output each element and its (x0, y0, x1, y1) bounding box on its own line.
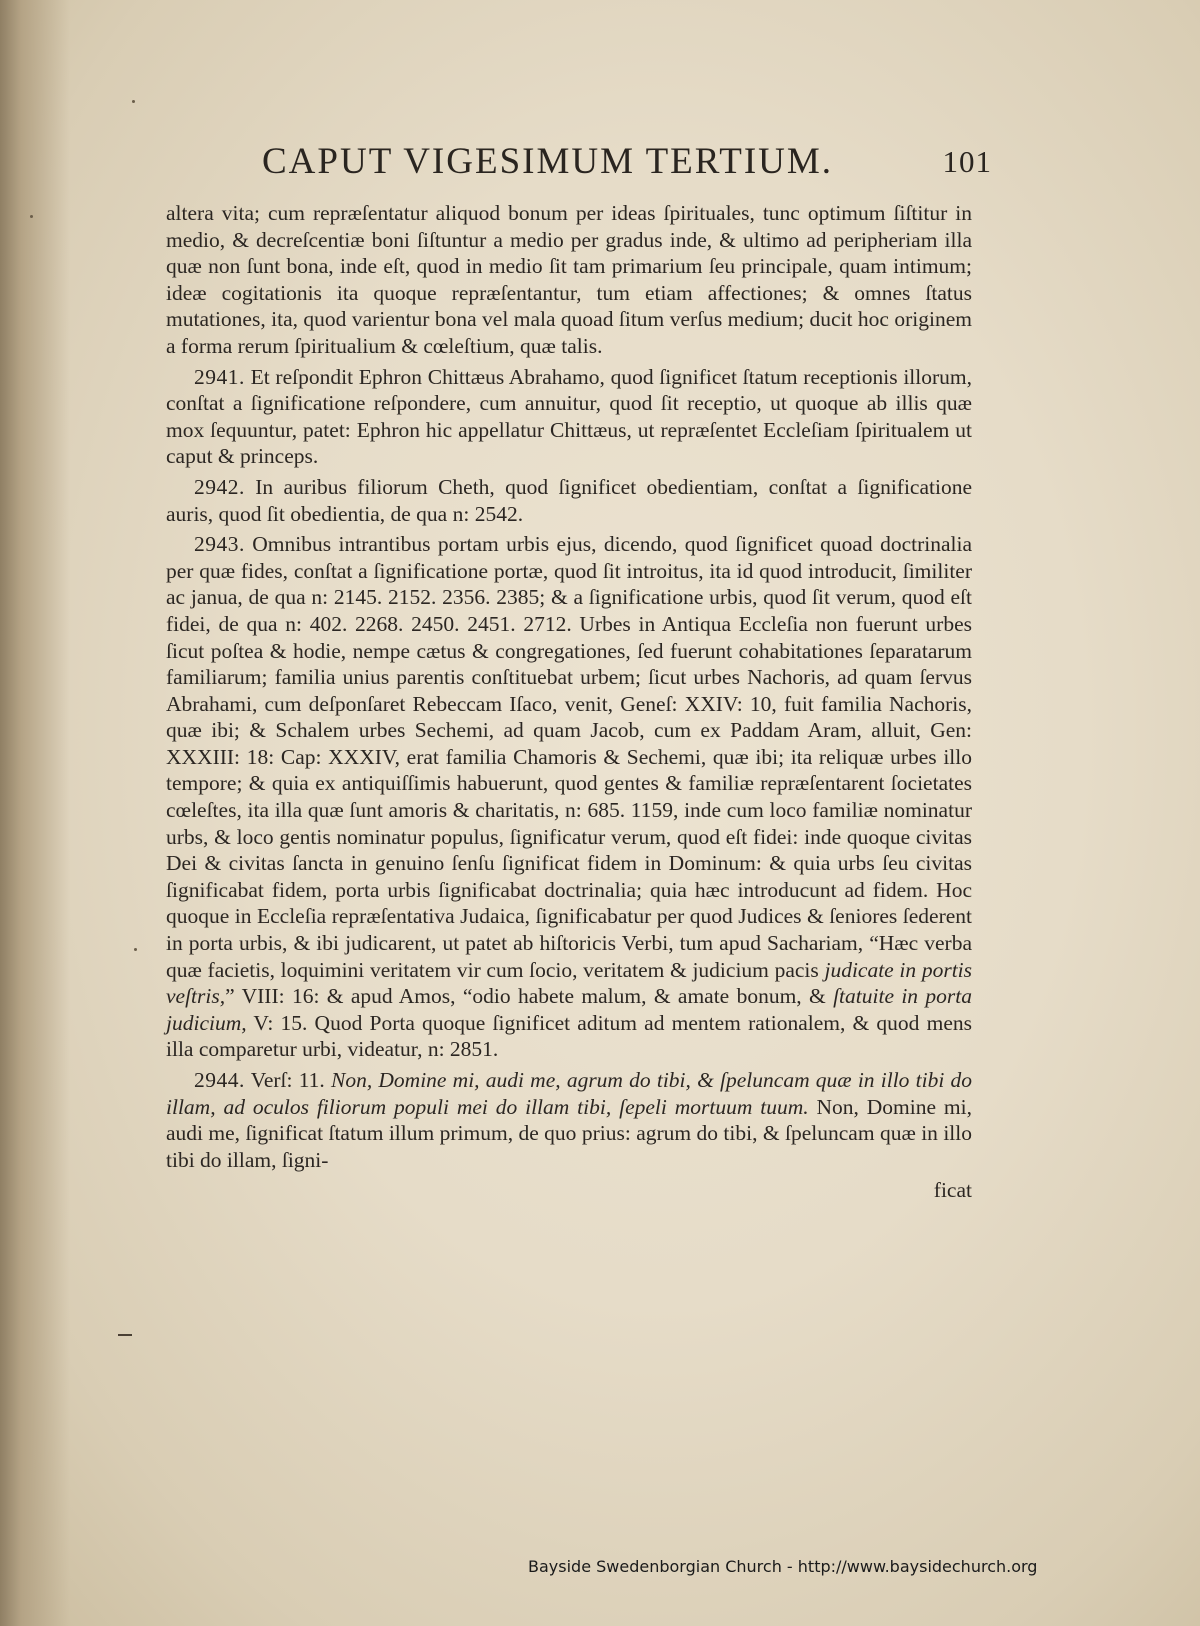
site-credit-watermark: Bayside Swedenborgian Church - http://www.baysidechurch.org (528, 1557, 1038, 1576)
chapter-title: CAPUT VIGESIMUM TERTIUM. (262, 141, 834, 182)
paragraph-text: In auribus filiorum Cheth, quod ſignificet obedientiam, conſtat a ſignificatione auris, quod ſit obedientia, de qua n: 2542. (166, 474, 973, 526)
paragraph-2942 (166, 474, 972, 527)
paragraph-number: 2941. (194, 364, 245, 389)
margin-speck (134, 948, 137, 951)
paragraph-text: Omnibus intrantibus portam urbis ejus, dicendo, quod ſignificet quoad doctrinalia per quæ fides, conſtat a ſignificatione portæ, quod ſit introitus, ita id quod introducit, ſimiliter ac janua, de qua n: 2145. 2152. 2356. 2385; & a ſignificatione urbis, quod ſit verum, quod eſt fidei, de qua n: 402. 2268. 2450. 2451. 2712. Urbes in Antiqua Eccleſia non fuerunt urbes ſicut poſtea & hodie, nempe cætus & congregationes, ſed fuerunt cohabitationes ſeparatarum familiarum; familia unius parentis conſtituebat urbem; ſicut urbes Nachoris, ad quam ſervus Abrahami, cum deſponſaret Rebeccam Iſaco, venit, Geneſ: XXIV: 10, fuit familia Nachoris, quæ ibi; & Schalem urbes Sechemi, ad quam Jacob, cum ex Paddam Aram, alluit, Gen: XXXIII: 18: Cap: XXXIV, erat familia Chamoris & Sechemi, quæ ibi; ita reliquæ urbes illo tempore; & quia ex antiquiſſimis habuerunt, quod gentes & familiæ repræſentarent ſocietates cœleſtes, ita illa quæ ſunt amoris & charitatis, n: 685. 1159, inde cum loco familiæ nominatur urbs, & loco gentis nominatur populus, ſignificatur verum, quod eſt fidei: inde quoque civitas Dei & civitas ſancta in genuino ſenſu ſignificat fidem in Dominum: & quia urbs ſeu civitas ſignificabat fidem, porta urbis ſignificabat doctrinalia; quia hæc introducunt ad fidem. Hoc quoque in Eccleſia repræſentativa Judaica, ſignificabatur per quod Judices & ſeniores ſederent in porta urbis, & ibi judicarent, ut patet ab hiſtoricis Verbi, tum apud Sachariam, “Hæc verba quæ facietis, loquimini veritatem vir cum ſocio, veritatem & judicium pacis (166, 532, 972, 982)
paragraph-text: Et reſpondit Ephron Chittæus Abrahamo, quod ſignificet ſtatum receptionis illorum, conſtat a ſignificatione reſpondere, cum annuitur, quod ſit receptio, ut quoque ab illis quæ mox ſequuntur, patet: Ephron hic appellatur Chittæus, ut repræſentet Eccleſiam ſpiritualem ut caput & princeps. (166, 364, 972, 469)
verse-reference: Verſ: 11. (250, 1068, 325, 1092)
paragraph-2944 (166, 1067, 972, 1173)
text-body (166, 200, 972, 1204)
margin-speck (132, 100, 135, 103)
italic-verse: Non, Domine mi, audi me, agrum do tibi, & ſpeluncam quæ in illo tibi do illam, ad oculos filiorum populi mei do illam tibi, ſepeli mortuum tuum. (166, 1068, 973, 1119)
binding-gutter-shadow (0, 0, 70, 1626)
catchword: ficat (933, 1178, 972, 1203)
margin-speck (30, 215, 33, 218)
paragraph-number: 2944. (194, 1068, 245, 1092)
paragraph-2941 (166, 364, 972, 470)
paragraph-continued (166, 200, 972, 360)
paragraph-text: Non, Domine mi, audi me, ſignificat ſtatum illum primum, de quo prius: agrum do tibi, & ſpeluncam quæ in illo tibi do illam, ſigni- (166, 1094, 972, 1172)
paragraph-2943 (166, 531, 972, 1063)
paragraph-text: altera vita; cum repræſentatur aliquod bonum per ideas ſpirituales, tunc optimum ſiſtitur in medio, & decreſcentiæ boni ſiſtuntur a medio per gradus inde, & ultimo ad peripheriam illa quæ non ſunt bona, inde eſt, quod in medio ſit tam primarium ſeu principale, quam intimum; ideæ cogitationis ita quoque repræſentantur, tum etiam affectiones; & omnes ſtatus mutationes, ita, quod varientur bona vel mala quoad ſitum verſus medium; ducit hoc originem a forma rerum ſpiritualium & cœleſtium, quæ talis. (166, 201, 972, 358)
margin-dash-mark (118, 1334, 132, 1336)
italic-quote: ſtatuite in porta judicium, (166, 984, 972, 1035)
paragraph-number: 2943. (194, 532, 245, 557)
paragraph-number: 2942. (194, 474, 245, 499)
running-head (262, 140, 992, 190)
paragraph-text: ” VIII: 16: & apud Amos, “odio habete malum, & amate bonum, & (225, 984, 826, 1009)
page-number: 101 (942, 144, 992, 179)
paragraph-text: V: 15. Quod Porta quoque ſignificet aditum ad mentem rationalem, & quod mens illa comparetur urbi, videatur, n: 2851. (166, 1010, 972, 1062)
italic-quote: judicate in portis veſtris, (166, 957, 973, 1009)
